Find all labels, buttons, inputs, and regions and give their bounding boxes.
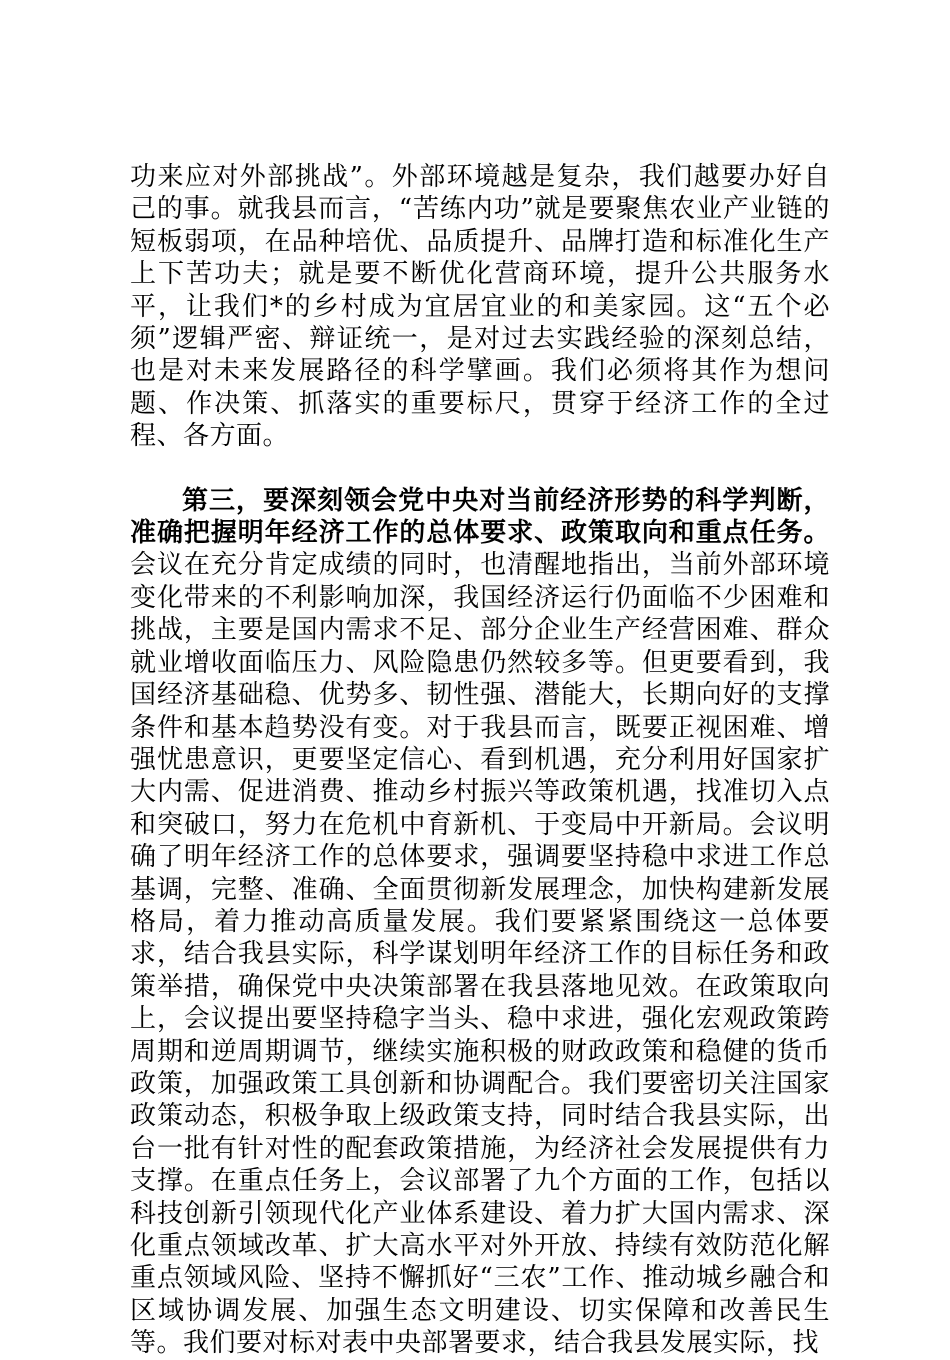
document-page (130, 161, 830, 1360)
paragraph-continued: 功来应对外部挑战”。外部环境越是复杂，我们越要办好自己的事。就我县而言，“苦练内功”就是要聚焦农业产业链的短板弱项，在品种培优、品质提升、品牌打造和标准化生产上下苦功夫；就是要不断优化营商环境，提升公共服务水平，让我们*的乡村成为宜居宜业的和美家园。这“五个必须”逻辑严密、辩证统一，是对过去实践经验的深刻总结，也是对未来发展路径的科学擘画。我们必须将其作为想问题、作决策、抓落实的重要标尺，贯穿于经济工作的全过程、各方面。 (130, 162, 830, 452)
section-three-body: 会议在充分肯定成绩的同时，也清醒地指出，当前外部环境变化带来的不利影响加深，我国经济运行仍面临不少困难和挑战，主要是国内需求不足、部分企业生产经营困难、群众就业增收面临压力、风险隐患仍然较多等。但更要看到，我国经济基础稳、优势多、韧性强、潜能大，长期向好的支撑条件和基本趋势没有变。对于我县而言，既要正视困难、增强忧患意识，更要坚定信心、看到机遇，充分利用好国家扩大内需、促进消费、推动乡村振兴等政策机遇，找准切入点和突破口，努力在危机中育新机、于变局中开新局。会议明确了明年经济工作的总体要求，强调要坚持稳中求进工作总基调，完整、准确、全面贯彻新发展理念，加快构建新发展格局，着力推动高质量发展。我们要紧紧围绕这一总体要求，结合我县实际，科学谋划明年经济工作的目标任务和政策举措，确保党中央决策部署在我县落地见效。在政策取向上，会议提出要坚持稳字当头、稳中求进，强化宏观政策跨周期和逆周期调节，继续实施积极的财政政策和稳健的货币政策，加强政策工具创新和协调配合。我们要密切关注国家政策动态，积极争取上级政策支持，同时结合我县实际，出台一批有针对性的配套政策措施，为经济社会发展提供有力支撑。在重点任务上，会议部署了九个方面的工作，包括以科技创新引领现代化产业体系建设、着力扩大国内需求、深化重点领域改革、扩大高水平对外开放、持续有效防范化解重点领域风险、坚持不懈抓好“三农”工作、推动城乡融合和区域协调发展、加强生态文明建设、切实保障和改善民生等。我们要对标对表中央部署要求，结合我县发展实际，找 (130, 550, 830, 1359)
paragraph-section-three (130, 485, 830, 1360)
section-three-heading: 第三，要深刻领会党中央对当前经济形势的科学判断，准确把握明年经济工作的总体要求、政策取向和重点任务。 (130, 485, 830, 549)
